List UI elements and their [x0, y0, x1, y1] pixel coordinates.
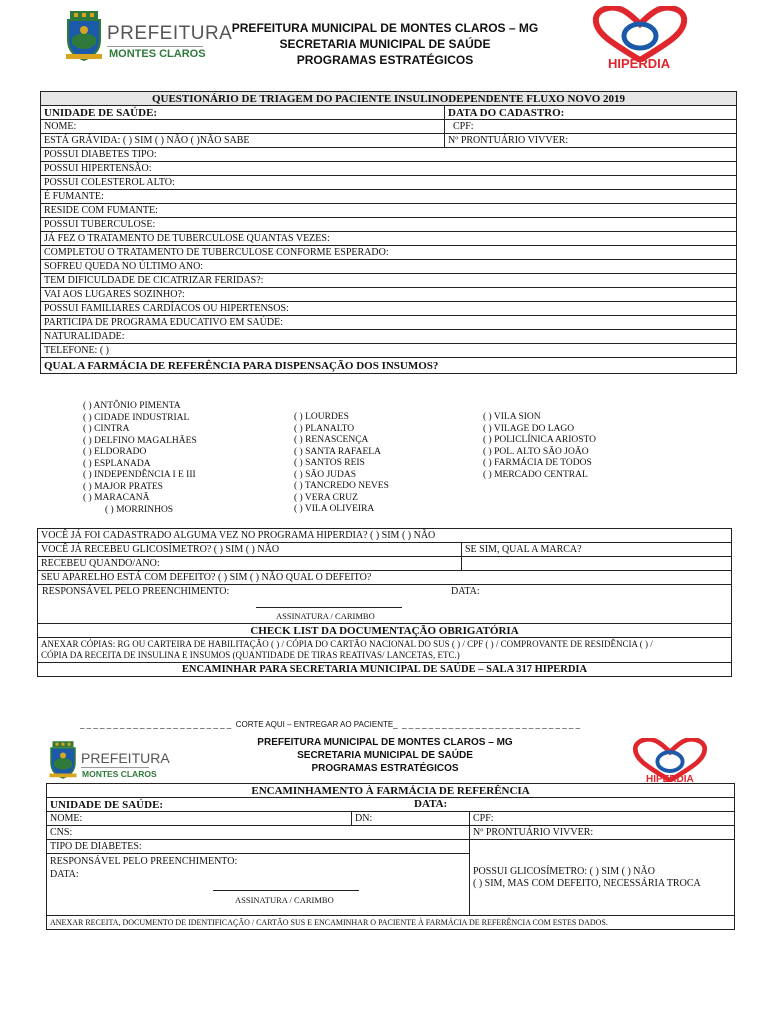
- farmacia-option[interactable]: ( ) LOURDES: [294, 412, 349, 422]
- header-line-2: SECRETARIA MUNICIPAL DE SAÚDE: [279, 37, 491, 51]
- farmacia-option[interactable]: ( ) MAJOR PRATES: [83, 481, 163, 492]
- farmacia-option[interactable]: ( ) POLICLÍNICA ARIOSTO: [483, 435, 597, 445]
- hiperdia-wordmark: HIPERDIA: [608, 56, 671, 71]
- cns-field[interactable]: CNS:: [47, 826, 470, 840]
- farmacia-option[interactable]: ( ) VILA OLIVEIRA: [294, 504, 375, 514]
- assinatura-label: ASSINATURA / CARIMBO: [276, 611, 375, 621]
- hiperdia-form: [37, 528, 732, 677]
- form-row[interactable]: É FUMANTE:: [41, 190, 737, 204]
- farmacia-option[interactable]: ( ) RENASCENÇA: [294, 435, 369, 445]
- form-row[interactable]: POSSUI FAMILIARES CARDÍACOS OU HIPERTENSOS:: [41, 302, 737, 316]
- farmacia-option[interactable]: ( ) CIDADE INDUSTRIAL: [83, 412, 190, 423]
- farmacia-option[interactable]: ( ) ESPLANADA: [83, 458, 151, 469]
- cut-dashes-right: _ _ _ _ _ _ _ _ _ _ _ _ _ _ _ _ _ _ _ _ _ _ _ _ _ _ _ _: [393, 720, 581, 729]
- header-line-3: PROGRAMAS ESTRATÉGICOS: [296, 53, 474, 67]
- form-row[interactable]: TEM DIFICULDADE DE CICATRIZAR FERIDAS?:: [41, 274, 737, 288]
- form-row[interactable]: SOFREU QUEDA NO ÚLTIMO ANO:: [41, 260, 737, 274]
- city-crest-icon: [64, 10, 104, 62]
- recebeu-extra[interactable]: [462, 557, 732, 571]
- assinatura-label: ASSINATURA / CARIMBO: [235, 895, 334, 905]
- farmacia-option[interactable]: ( ) MARACANÃ: [83, 493, 150, 503]
- anexar-line-2: CÓPIA DA RECEITA DE INSULINA E INSUMOS (QUANTIDADE DE TIRAS REATIVAS/ LANCETAS, ETC.): [41, 650, 460, 660]
- logo-name-bottom: MONTES CLAROS: [109, 48, 206, 60]
- responsavel-block[interactable]: [38, 585, 732, 624]
- nome-field[interactable]: NOME:: [41, 120, 445, 134]
- form-row[interactable]: POSSUI HIPERTENSÃO:: [41, 162, 737, 176]
- dn-field[interactable]: DN:: [352, 812, 470, 826]
- hiperdia-logo-small: [630, 738, 710, 782]
- responsavel-block[interactable]: [47, 854, 470, 916]
- farmacia-option[interactable]: ( ) ELDORADO: [83, 447, 147, 457]
- gravida-field[interactable]: ESTÁ GRÁVIDA: ( ) SIM ( ) NÃO ( )NÃO SABE: [41, 134, 445, 148]
- encaminhar-bar: ENCAMINHAR PARA SECRETARIA MUNICIPAL DE SAÚDE – SALA 317 HIPERDIA: [38, 663, 732, 677]
- farmacia-option[interactable]: ( ) ANTÔNIO PIMENTA: [83, 401, 181, 411]
- form-row[interactable]: POSSUI DIABETES TIPO:: [41, 148, 737, 162]
- form-row[interactable]: NATURALIDADE:: [41, 330, 737, 344]
- farmacia-option[interactable]: ( ) TANCREDO NEVES: [294, 481, 389, 491]
- farmacia-option[interactable]: ( ) CINTRA: [83, 424, 130, 434]
- hiperdia-logo: [590, 6, 690, 76]
- prefeitura-logo-small: [48, 740, 170, 782]
- logo-name-top: PREFEITURA: [107, 23, 233, 44]
- data-label-2: DATA:: [50, 869, 79, 880]
- form-row[interactable]: PARTICIPA DE PROGRAMA EDUCATIVO EM SAÚDE:: [41, 316, 737, 330]
- form-row[interactable]: POSSUI COLESTEROL ALTO:: [41, 176, 737, 190]
- anexar-line-1: ANEXAR CÓPIAS: RG OU CARTEIRA DE HABILITAÇÃO ( ) / CÓPIA DO CARTÃO NACIONAL DO SUS ( ) / CPF ( ) / COMPROVANTE DE RESIDÊNCIA ( ) /: [41, 639, 653, 649]
- farmacia-option[interactable]: ( ) SANTA RAFAELA: [294, 446, 381, 457]
- farmacia-col-3: [483, 412, 596, 481]
- logo-name-top: PREFEITURA: [81, 750, 170, 766]
- anexar-block: [38, 638, 732, 663]
- farmacia-col-1: [83, 401, 197, 516]
- farmacia-option[interactable]: ( ) SÃO JUDAS: [294, 469, 357, 480]
- farmacia-option[interactable]: ( ) INDEPENDÊNCIA I E III: [83, 470, 196, 480]
- logo-divider: [81, 767, 149, 768]
- page-header-2: [235, 736, 535, 775]
- logo-divider: [107, 46, 203, 47]
- farmacia-col-2: [294, 412, 389, 516]
- farmacia-option[interactable]: ( ) PLANALTO: [294, 423, 355, 434]
- triagem-form: [40, 91, 737, 374]
- farmacia-option[interactable]: ( ) VILAGE DO LAGO: [483, 423, 575, 434]
- cut-line: [80, 720, 686, 729]
- prefeitura-logo: [64, 10, 233, 65]
- form-row[interactable]: JÁ FEZ O TRATAMENTO DE TUBERCULOSE QUANTAS VEZES:: [41, 232, 737, 246]
- encaminhamento-form: [46, 783, 735, 930]
- cut-text: CORTE AQUI – ENTREGAR AO PACIENTE: [235, 720, 394, 729]
- farmacia-question: QUAL A FARMÁCIA DE REFERÊNCIA PARA DISPENSAÇÃO DOS INSUMOS?: [41, 358, 737, 374]
- glicosimetro-field[interactable]: VOCÊ JÁ RECEBEU GLICOSÍMETRO? ( ) SIM ( ) NÃO: [38, 543, 462, 557]
- farmacia-option[interactable]: ( ) MORRINHOS: [105, 504, 174, 515]
- signature-line: [256, 607, 402, 608]
- prontuario-field[interactable]: Nº PRONTUÁRIO VIVVER:: [445, 134, 737, 148]
- data-label: DATA:: [414, 798, 448, 810]
- unidade-label: UNIDADE DE SAÚDE:: [50, 798, 164, 811]
- encaminhamento-title: ENCAMINHAMENTO À FARMÁCIA DE REFERÊNCIA: [47, 784, 735, 798]
- checklist-title: CHECK LIST DA DOCUMENTAÇÃO OBRIGATÓRIA: [38, 624, 732, 638]
- hiperdia-heart-icon: [590, 6, 690, 62]
- form-row[interactable]: VAI AOS LUGARES SOZINHO?:: [41, 288, 737, 302]
- cpf-field[interactable]: [445, 120, 737, 134]
- marca-field[interactable]: SE SIM, QUAL A MARCA?: [462, 543, 732, 557]
- responsavel-label: RESPONSÁVEL PELO PREENCHIMENTO:: [42, 586, 230, 597]
- form-row[interactable]: TELEFONE: ( ): [41, 344, 737, 358]
- header-line-1: PREFEITURA MUNICIPAL DE MONTES CLAROS – MG: [257, 737, 513, 748]
- cpf-label: CPF:: [453, 120, 474, 132]
- glicosimetro-option-2[interactable]: ( ) SIM, MAS COM DEFEITO, NECESSÁRIA TROCA: [473, 877, 701, 889]
- farmacia-option[interactable]: ( ) POL. ALTO SÃO JOÃO: [483, 446, 589, 457]
- header-line-3: PROGRAMAS ESTRATÉGICOS: [311, 763, 459, 774]
- farmacia-option[interactable]: ( ) FARMÁCIA DE TODOS: [483, 458, 592, 468]
- page-header: [210, 20, 560, 68]
- unidade-data-row[interactable]: [47, 798, 735, 812]
- unidade-field[interactable]: UNIDADE DE SAÚDE:: [41, 106, 445, 120]
- farmacia-option[interactable]: ( ) VERA CRUZ: [294, 492, 358, 503]
- form-row[interactable]: POSSUI TUBERCULOSE:: [41, 218, 737, 232]
- cadastrado-field[interactable]: VOCÊ JÁ FOI CADASTRADO ALGUMA VEZ NO PROGRAMA HIPERDIA? ( ) SIM ( ) NÃO: [38, 529, 732, 543]
- hiperdia-wordmark: HIPERDIA: [646, 774, 694, 782]
- farmacia-option[interactable]: ( ) DELFINO MAGALHÃES: [83, 435, 197, 446]
- logo-name-bottom: MONTES CLAROS: [82, 769, 157, 779]
- cut-dashes-left: _ _ _ _ _ _ _ _ _ _ _ _ _ _ _ _ _ _ _ _ _ _ _: [80, 720, 236, 729]
- cpf-field[interactable]: CPF:: [470, 812, 735, 826]
- data-label: DATA:: [451, 586, 480, 597]
- triagem-title: QUESTIONÁRIO DE TRIAGEM DO PACIENTE INSULINODEPENDENTE FLUXO NOVO 2019: [41, 92, 737, 106]
- anexar-note: ANEXAR RECEITA, DOCUMENTO DE IDENTIFICAÇÃO / CARTÃO SUS E ENCAMINHAR O PACIENTE À FARMÁCIA DE REFERÊNCIA COM ESTES DADOS.: [47, 916, 735, 930]
- recebeu-field[interactable]: RECEBEU QUANDO/ANO:: [38, 557, 462, 571]
- responsavel-label: RESPONSÁVEL PELO PREENCHIMENTO:: [50, 856, 238, 867]
- data-cadastro-field[interactable]: DATA DO CADASTRO:: [445, 106, 737, 120]
- tipo-diabetes-field[interactable]: TIPO DE DIABETES:: [47, 840, 470, 854]
- signature-line: [213, 890, 359, 891]
- glicosimetro-option-1[interactable]: POSSUI GLICOSÍMETRO: ( ) SIM ( ) NÃO: [473, 865, 655, 877]
- farmacia-option[interactable]: ( ) SANTOS REIS: [294, 458, 365, 468]
- farmacia-option[interactable]: ( ) MERCADO CENTRAL: [483, 469, 588, 480]
- glicosimetro-block[interactable]: [470, 840, 735, 916]
- header-line-2: SECRETARIA MUNICIPAL DE SAÚDE: [297, 750, 473, 761]
- nome-field[interactable]: NOME:: [47, 812, 352, 826]
- form-row[interactable]: COMPLETOU O TRATAMENTO DE TUBERCULOSE CONFORME ESPERADO:: [41, 246, 737, 260]
- defeito-field[interactable]: SEU APARELHO ESTÁ COM DEFEITO? ( ) SIM ( ) NÃO QUAL O DEFEITO?: [38, 571, 732, 585]
- city-crest-icon: [48, 740, 78, 780]
- header-line-1: PREFEITURA MUNICIPAL DE MONTES CLAROS – MG: [231, 21, 539, 35]
- farmacia-option[interactable]: ( ) VILA SION: [483, 412, 541, 422]
- form-row[interactable]: RESIDE COM FUMANTE:: [41, 204, 737, 218]
- prontuario-field[interactable]: Nº PRONTUÁRIO VIVVER:: [470, 826, 735, 840]
